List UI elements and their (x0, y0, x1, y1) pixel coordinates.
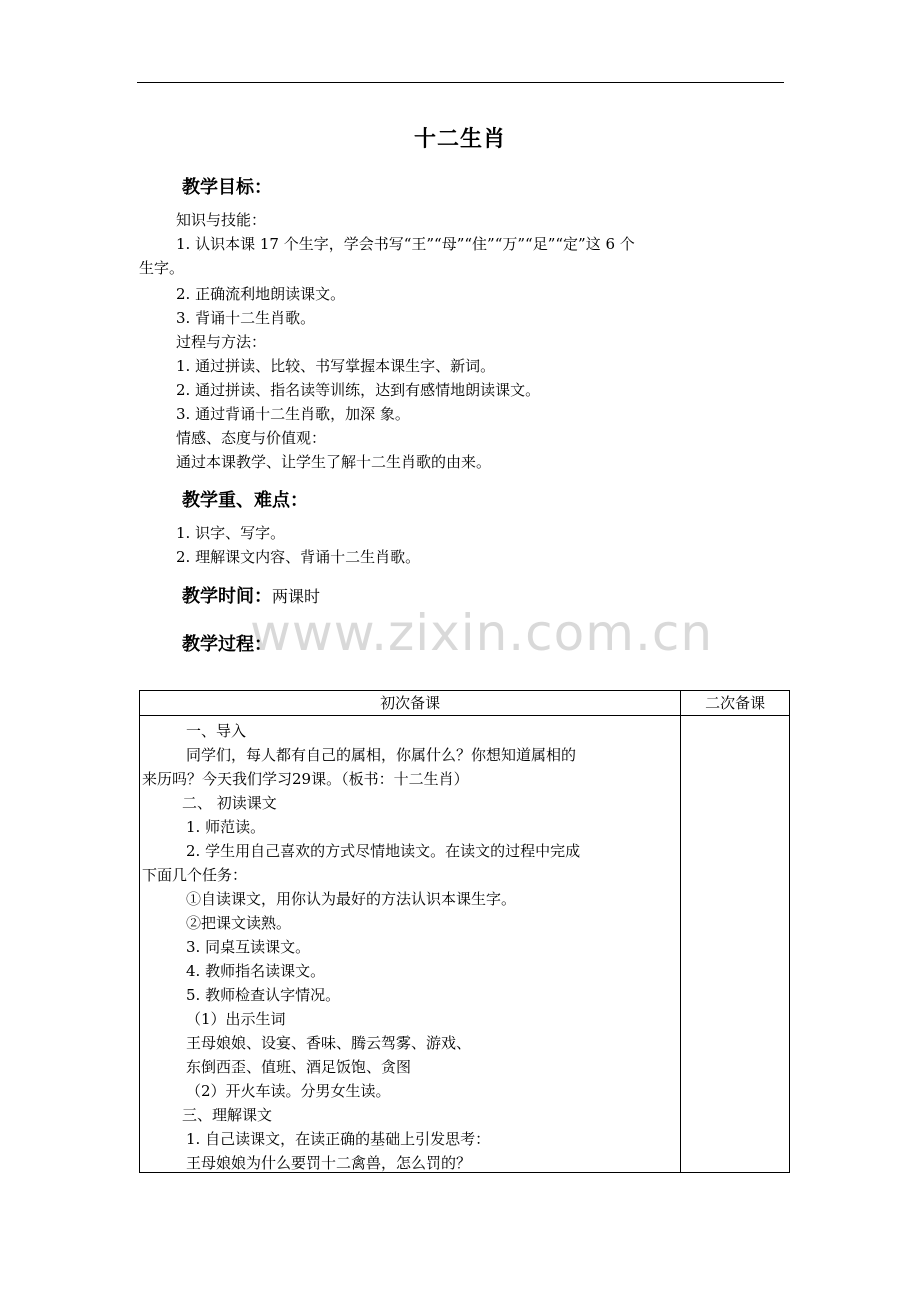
goals-line: 2. 正确流利地朗读课文。 (176, 285, 346, 303)
lesson-line: 同学们，每人都有自己的属相，你属什么？你想知道属相的 (186, 746, 577, 764)
header-rule (137, 82, 784, 83)
lesson-table (139, 690, 790, 1173)
goals-line: 生字。 (139, 259, 185, 277)
lesson-line: （2）开火车读。分男女生读。 (186, 1082, 391, 1100)
lesson-line: 三、理解课文 (182, 1106, 273, 1124)
lesson-line: 下面几个任务： (142, 866, 248, 884)
goals-line: 3. 通过背诵十二生肖歌，加深 象。 (176, 405, 410, 423)
goals-heading: 教学目标： (182, 177, 272, 198)
lesson-line: 2. 学生用自己喜欢的方式尽情地读文。在读文的过程中完成 (186, 842, 581, 860)
goals-line: 1. 认识本课 17 个生字，学会书写“王”“母”“住”“万”“足”“定”这 6 个 (176, 235, 635, 253)
document-title: 十二生肖 (413, 127, 506, 152)
goals-line: 通过本课教学、让学生了解十二生肖歌的由来。 (176, 453, 492, 471)
second-prep-cell (681, 716, 790, 1173)
process-heading: 教学过程： (182, 634, 272, 655)
goals-line: 3. 背诵十二生肖歌。 (176, 309, 316, 327)
lesson-line: ②把课文读熟。 (186, 914, 292, 932)
goals-line: 1. 通过拼读、比较、书写掌握本课生字、新词。 (176, 357, 496, 375)
goals-line: 情感、态度与价值观： (176, 429, 327, 447)
table-body-row (140, 716, 790, 1173)
goals-line: 知识与技能： (176, 211, 267, 229)
lesson-line: 东倒西歪、值班、酒足饭饱、贪图 (186, 1058, 412, 1076)
goals-line: 2. 通过拼读、指名读等训练，达到有感情地朗读课文。 (176, 381, 541, 399)
goals-line: 过程与方法： (176, 333, 267, 351)
header-second-prep: 二次备课 (681, 691, 790, 716)
lesson-line: 4. 教师指名读课文。 (186, 962, 326, 980)
lesson-line: 王母娘娘、设宴、香味、腾云驾雾、游戏、 (186, 1034, 472, 1052)
lesson-line: 1. 自己读课文，在读正确的基础上引发思考： (186, 1130, 491, 1148)
lesson-line: 3. 同桌互读课文。 (186, 938, 311, 956)
keypoints-heading: 教学重、难点： (182, 490, 308, 511)
watermark: www.zixin.com.cn (250, 604, 714, 662)
table-header-row (140, 691, 790, 716)
lesson-line: 王母娘娘为什么要罚十二禽兽，怎么罚的？ (186, 1154, 472, 1172)
lesson-line: 1. 师范读。 (186, 818, 266, 836)
keypoints-line: 2. 理解课文内容、背诵十二生肖歌。 (176, 548, 421, 566)
header-first-prep: 初次备课 (140, 691, 681, 716)
keypoints-line: 1. 识字、写字。 (176, 524, 286, 542)
first-prep-cell (140, 716, 681, 1173)
lesson-line: ①自读课文，用你认为最好的方法认识本课生字。 (186, 890, 517, 908)
lesson-line: （1）出示生词 (186, 1010, 286, 1028)
lesson-line: 来历吗？今天我们学习29课。（板书：十二生肖） (142, 770, 469, 788)
time-value: 两课时 (272, 587, 321, 606)
lesson-line: 5. 教师检查认字情况。 (186, 986, 341, 1004)
lesson-line: 二、 初读课文 (182, 794, 277, 812)
time-heading: 教学时间： (182, 586, 272, 607)
lesson-line: 一、导入 (186, 722, 247, 740)
